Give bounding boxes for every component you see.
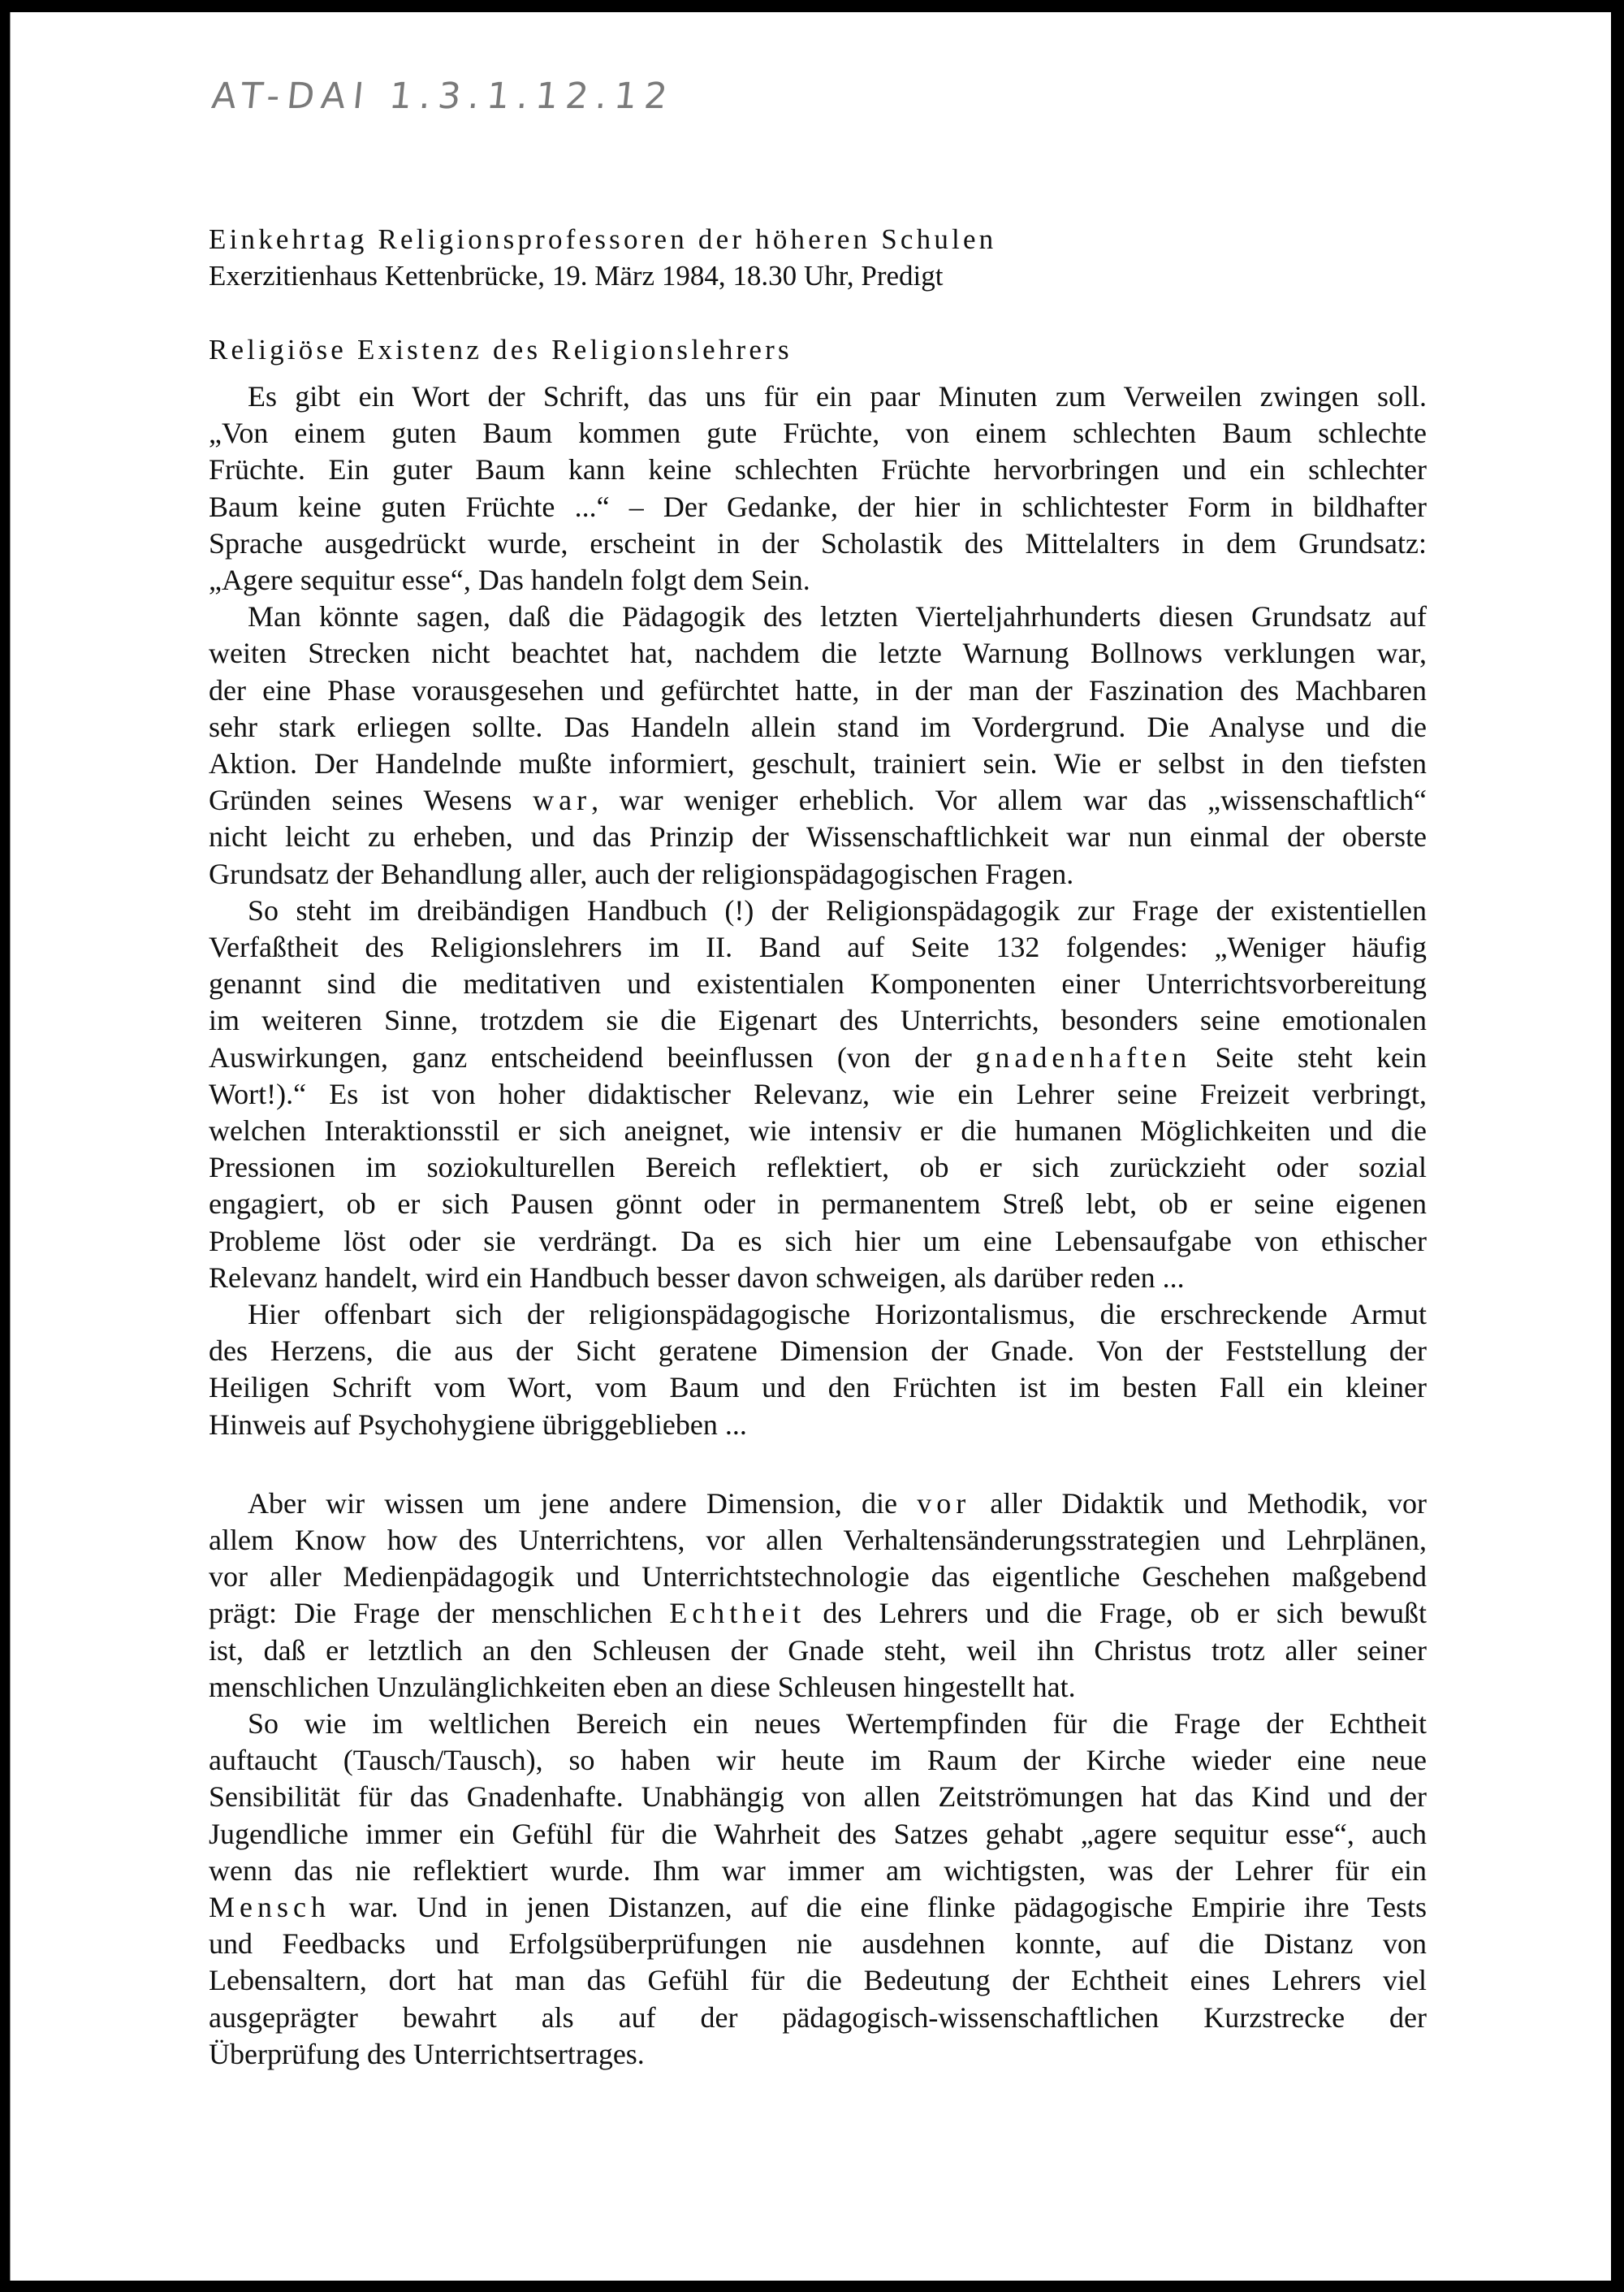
text-line [209,526,1427,560]
text-segment: Probleme löst oder sie verdrängt. Da es sich hier um eine Lebensaufgabe von ethischer [209,1224,1427,1257]
sermon-title: Religiöse Existenz des Religionslehrers [209,334,793,365]
text-line [209,1892,1427,1922]
text-segment: des Herzens, die aus der Sicht geratene Dimension der Gnade. Von der Feststellung der [209,1334,1427,1368]
emphasized-word: Mensch [209,1891,330,1923]
text-line [209,893,1427,927]
text-segment: Sprache ausgedrückt wurde, erscheint in der Scholastik des Mittelalters in dem Grundsatz: [209,526,1427,560]
text-line [209,1780,1427,1814]
text-segment: So steht im dreibändigen Handbuch (!) der Religionspädagogik zur Frage der existentiellen [248,893,1427,927]
text-segment: Wort!).“ Es ist von hoher didaktischer Relevanz, wie ein Lehrer seine Freizeit verbringt, [209,1077,1427,1110]
emphasized-word: Echtheit [669,1597,806,1630]
text-segment: im weiteren Sinne, trotzdem sie die Eigenart des Unterrichts, besonders seine emotionalen [209,1004,1427,1037]
text-segment: war. Und in jenen Distanzen, auf die eine flinke pädagogische Empirie ihre Tests [330,1891,1427,1923]
text-line [209,1965,1427,1995]
text-line [209,492,1427,521]
text-segment: Lebensaltern, dort hat man das Gefühl für die Bedeutung der Echtheit eines Lehrers viel [209,1964,1427,1997]
text-line [209,1005,1427,1035]
text-line [209,1040,1427,1074]
text-line [209,749,1427,778]
text-line [209,1187,1427,1221]
text-segment: nicht leicht zu erheben, und das Prinzip der Wissenschaftlichkeit war nun einmal der oberste [209,820,1427,854]
text-segment: auftaucht (Tausch/Tausch), so haben wir heute im Raum der Kirche wieder eine neue [209,1744,1427,1777]
text-segment: , war weniger erheblich. Vor allem war das „wissenschaftlich“ [591,784,1427,817]
text-line [209,1486,1427,1520]
text-segment: So wie im weltlichen Bereich ein neues Wertempfinden für die Frage der Echtheit [248,1707,1427,1740]
text-segment: Hinweis auf Psychohygiene übriggeblieben ... [209,1408,747,1441]
text-line [209,1525,1427,1555]
event-location-date: Exerzitienhaus Kettenbrücke, 19. März 1984, 18.30 Uhr, Predigt [209,260,944,292]
text-line [209,453,1427,487]
text-line [209,820,1427,854]
text-segment: Sensibilität für das Gnadenhafte. Unabhängig von allen Zeitströmungen hat das Kind und der [209,1780,1427,1814]
text-line [209,1263,1427,1292]
emphasized-word: gnadenhaften [975,1040,1192,1074]
text-line [209,673,1427,707]
text-line [209,932,1427,962]
text-segment: allem Know how des Unterrichtens, vor allen Verhaltensänderungsstrategien und Lehrplänen, [209,1524,1427,1556]
text-line [209,785,1427,815]
text-line [209,1709,1427,1738]
text-line [209,1410,1427,1439]
text-segment: der eine Phase vorausgesehen und gefürchtet hatte, in der man der Faszination des Machbaren [209,673,1427,707]
text-segment: des Lehrers und die Frage, ob er sich bewußt [806,1597,1427,1630]
text-segment: „Agere sequitur esse“, Das handeln folgt dem Sein. [209,564,810,596]
text-segment: aller Didaktik und Methodik, vor [970,1486,1427,1520]
text-line [209,1560,1427,1594]
text-segment: Überprüfung des Unterrichtsertrages. [209,2037,645,2070]
text-line [209,1598,1427,1628]
text-segment: sehr stark erliegen sollte. Das Handeln allein stand im Vordergrund. Die Analyse und die [209,710,1427,743]
text-segment: Es gibt ein Wort der Schrift, das uns für ein paar Minuten zum Verweilen zwingen soll. [248,380,1427,413]
text-segment: genannt sind die meditativen und existentialen Komponenten einer Unterrichtsvorbereitung [209,967,1427,1001]
text-segment: „Von einem guten Baum kommen gute Früchte, von einem schlechten Baum schlechte [209,417,1427,450]
text-line [209,1853,1427,1887]
text-segment: engagiert, ob er sich Pausen gönnt oder in permanentem Streß lebt, ob er seine eigenen [209,1187,1427,1221]
text-segment: Grundsatz der Behandlung aller, auch der religionspädagogischen Fragen. [209,857,1074,890]
text-segment: Jugendliche immer ein Gefühl für die Wahrheit des Satzes gehabt „agere sequitur esse“, auch [209,1817,1427,1850]
text-segment: Verfaßtheit des Religionslehrers im II. Band auf Seite 132 folgendes: „Weniger häufig [209,931,1427,963]
text-line [209,859,1427,889]
text-segment: Seite steht kein [1191,1040,1427,1074]
text-segment: Hier offenbart sich der religionspädagogische Horizontalismus, die erschreckende Armut [248,1298,1427,1330]
text-line [209,1300,1427,1329]
event-heading: Einkehrtag Religionsprofessoren der höheren Schulen [209,223,997,255]
text-segment: wenn das nie reflektiert wurde. Ihm war immer am wichtigsten, was der Lehrer für ein [209,1853,1427,1887]
text-segment: Relevanz handelt, wird ein Handbuch besser davon schweigen, als darüber reden ... [209,1261,1185,1294]
text-segment: Pressionen im soziokulturellen Bereich reflektiert, ob er sich zurückzieht oder sozial [209,1151,1427,1184]
text-line [209,565,1427,595]
text-line [209,1819,1427,1849]
emphasized-word: war [533,784,592,817]
text-segment: Früchte. Ein guter Baum kann keine schlechten Früchte hervorbringen und ein schlechter [209,453,1427,487]
text-segment: vor aller Medienpädagogik und Unterrichtstechnologie das eigentliche Geschehen maßgebend [209,1560,1427,1594]
text-segment: ist, daß er letztlich an den Schleusen der Gnade steht, weil ihn Christus trotz aller seiner [209,1633,1427,1667]
text-line [209,1334,1427,1368]
text-line [209,1672,1427,1702]
text-line [209,1152,1427,1182]
text-line [209,1745,1427,1775]
text-segment: Man könnte sagen, daß die Pädagogik des letzten Vierteljahrhunderts diesen Grundsatz auf [248,600,1427,634]
text-line [209,2000,1427,2034]
text-segment: Gründen seines Wesens [209,784,533,817]
scanned-page [10,12,1611,2281]
text-line [209,600,1427,634]
text-line [209,967,1427,1001]
text-segment: und Feedbacks und Erfolgsüberprüfungen nie ausdehnen konnte, auf die Distanz von [209,1927,1427,1961]
text-segment: prägt: Die Frage der menschlichen [209,1597,670,1630]
text-segment: Baum keine guten Früchte ...“ – Der Gedanke, der hier in schlichtester Form in bildhafter [209,490,1427,523]
text-line [209,418,1427,448]
text-segment: weiten Strecken nicht beachtet hat, nachdem die letzte Warnung Bollnows verklungen war, [209,637,1427,670]
text-line [209,1633,1427,1667]
emphasized-word: vor [917,1486,971,1520]
text-segment: Heiligen Schrift vom Wort, vom Baum und den Früchten ist im besten Fall ein kleiner [209,1371,1427,1404]
text-line [209,1226,1427,1256]
text-line [209,1079,1427,1109]
text-line [209,2039,1427,2069]
text-line [209,1927,1427,1961]
text-segment: Aber wir wissen um jene andere Dimension, die [248,1486,918,1520]
handwritten-archive-signature: AT-DAI 1.3.1.12.12 [209,76,677,117]
text-line [209,382,1427,411]
text-line [209,712,1427,742]
text-line [209,638,1427,668]
text-line [209,1116,1427,1145]
text-segment: Auswirkungen, ganz entscheidend beeinflussen (von der [209,1040,976,1074]
text-segment: menschlichen Unzulänglichkeiten eben an diese Schleusen hingestellt hat. [209,1670,1076,1703]
text-segment: welchen Interaktionsstil er sich aneignet, wie intensiv er die humanen Möglichkeiten und die [209,1114,1427,1147]
text-segment: Aktion. Der Handelnde mußte informiert, geschult, trainiert sein. Wie er selbst in den tiefsten [209,747,1427,780]
text-line [209,1373,1427,1402]
text-segment: ausgeprägter bewahrt als auf der pädagogisch-wissenschaftlichen Kurzstrecke der [209,2000,1427,2034]
